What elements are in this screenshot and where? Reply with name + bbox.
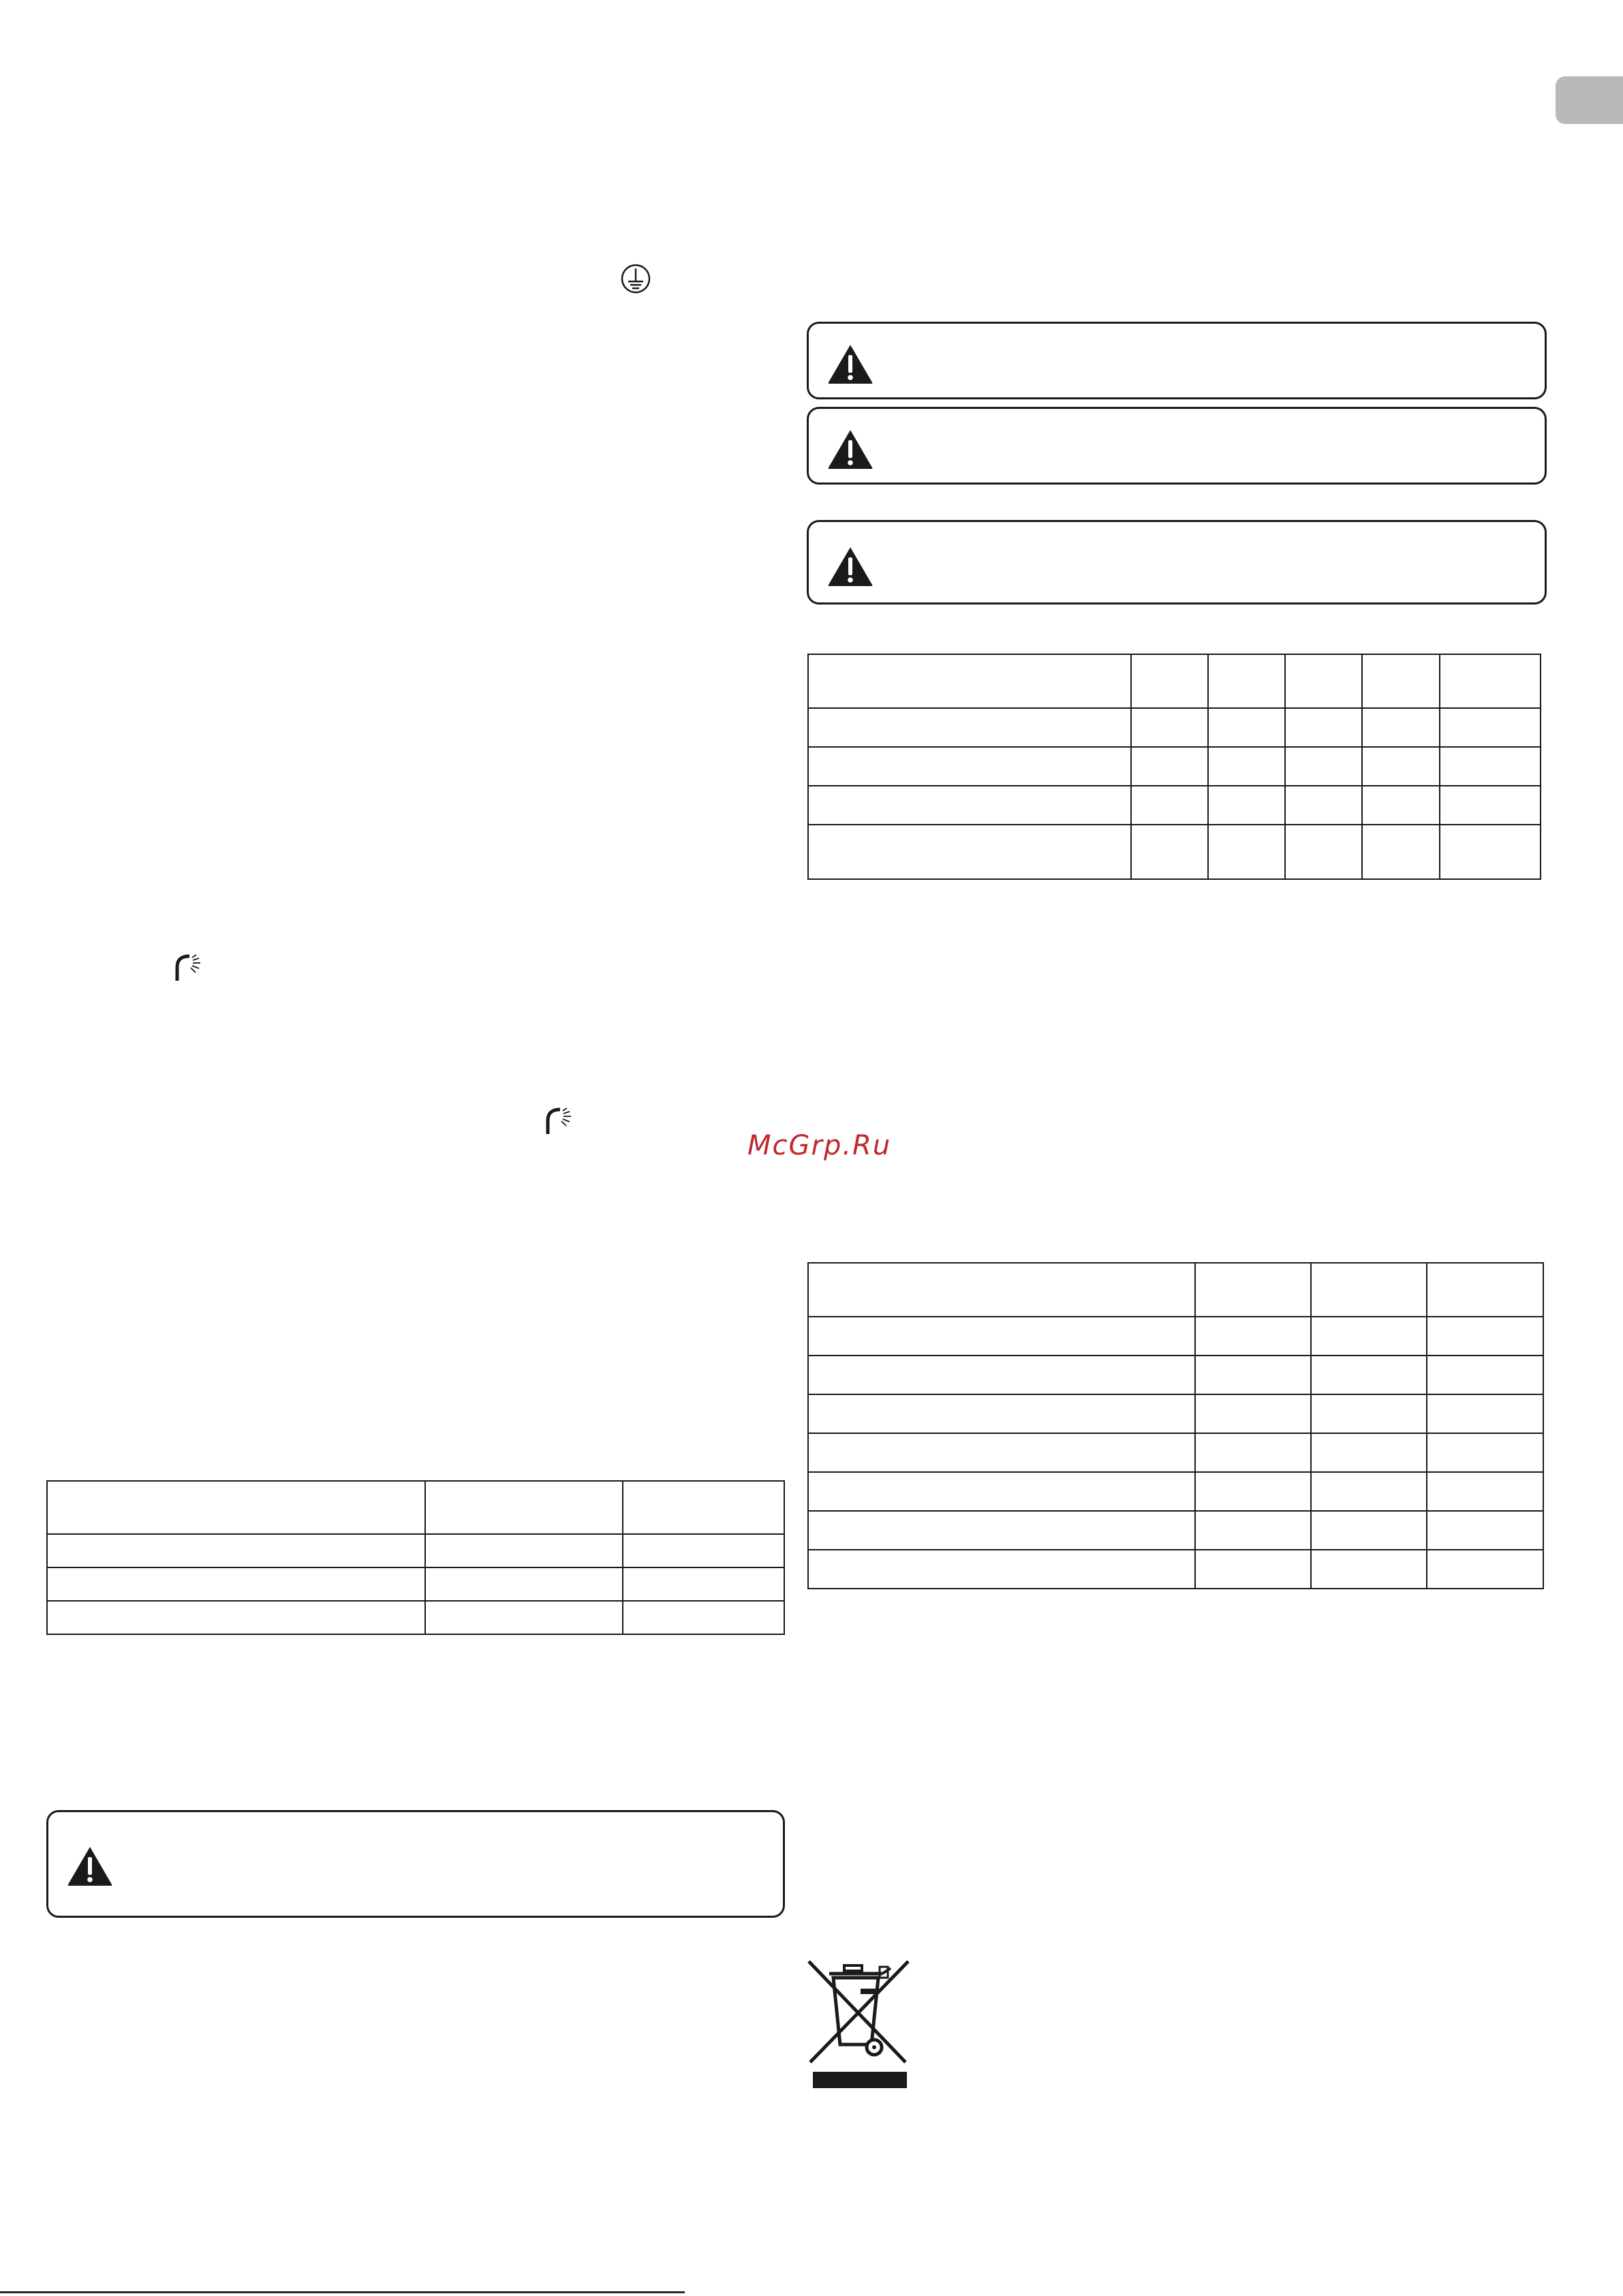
watermark: McGrp.Ru xyxy=(747,1130,892,1161)
warning-icon xyxy=(826,545,874,587)
table-cell xyxy=(1427,1317,1543,1356)
table-cell xyxy=(425,1534,623,1567)
table-cell xyxy=(1208,654,1285,708)
table-cell xyxy=(808,1263,1195,1317)
table-cell xyxy=(1195,1394,1311,1433)
table-cell xyxy=(808,786,1131,825)
table-row xyxy=(808,1472,1543,1511)
table-cell xyxy=(1427,1263,1543,1317)
table-cell xyxy=(1427,1511,1543,1550)
table-cell xyxy=(1285,708,1362,747)
table-row xyxy=(808,1356,1543,1394)
table-cell xyxy=(1362,747,1440,786)
table-cell xyxy=(47,1534,425,1567)
table-cell xyxy=(808,1356,1195,1394)
table-cell xyxy=(1131,747,1208,786)
warning-box xyxy=(807,322,1547,399)
table-cell xyxy=(1362,654,1440,708)
table-cell xyxy=(808,1472,1195,1511)
table-cell xyxy=(808,1394,1195,1433)
table-cell xyxy=(623,1481,784,1534)
warning-box xyxy=(46,1810,785,1918)
table-cell xyxy=(1131,786,1208,825)
table-cell xyxy=(623,1567,784,1601)
table-cell xyxy=(1195,1356,1311,1394)
table-cell xyxy=(1208,708,1285,747)
table-cell xyxy=(1311,1472,1427,1511)
table-cell xyxy=(1195,1511,1311,1550)
table-cell xyxy=(425,1601,623,1634)
table-cell xyxy=(1131,708,1208,747)
page-tab xyxy=(1556,76,1623,124)
table-cell xyxy=(808,1317,1195,1356)
table-cell xyxy=(808,654,1131,708)
table-cell xyxy=(425,1567,623,1601)
table-row xyxy=(808,1511,1543,1550)
table-cell xyxy=(1427,1356,1543,1394)
table-cell xyxy=(808,708,1131,747)
table-cell xyxy=(47,1601,425,1634)
table-cell xyxy=(808,1550,1195,1589)
table-cell xyxy=(1362,825,1440,879)
table-row xyxy=(47,1481,784,1534)
table-cell xyxy=(1427,1433,1543,1472)
table-cell xyxy=(1440,654,1541,708)
table-cell xyxy=(1311,1511,1427,1550)
spec-table-left xyxy=(46,1480,785,1635)
table-cell xyxy=(1131,825,1208,879)
spray-nozzle-icon xyxy=(542,1105,574,1135)
table-cell xyxy=(1440,747,1541,786)
table-cell xyxy=(1311,1263,1427,1317)
table-cell xyxy=(1311,1317,1427,1356)
table-cell xyxy=(1311,1433,1427,1472)
table-row xyxy=(808,654,1541,708)
table-cell xyxy=(808,1433,1195,1472)
table-cell xyxy=(1208,786,1285,825)
table-cell xyxy=(808,825,1131,879)
table-row xyxy=(808,786,1541,825)
warning-box xyxy=(807,407,1547,485)
table-cell xyxy=(1440,708,1541,747)
table-row xyxy=(808,1394,1543,1433)
table-row xyxy=(808,825,1541,879)
table-row xyxy=(808,708,1541,747)
table-cell xyxy=(1427,1472,1543,1511)
table-cell xyxy=(1195,1472,1311,1511)
table-cell xyxy=(1195,1433,1311,1472)
table-cell xyxy=(808,747,1131,786)
table-cell xyxy=(1131,654,1208,708)
table-cell xyxy=(1208,825,1285,879)
warning-box xyxy=(807,520,1547,604)
table-cell xyxy=(1195,1263,1311,1317)
table-cell xyxy=(623,1601,784,1634)
table-cell xyxy=(1285,654,1362,708)
footer-rule xyxy=(0,2291,685,2293)
table-cell xyxy=(425,1481,623,1534)
table-cell xyxy=(1195,1317,1311,1356)
table-cell xyxy=(1285,786,1362,825)
table-cell xyxy=(1208,747,1285,786)
table-row xyxy=(808,747,1541,786)
table-cell xyxy=(1285,825,1362,879)
table-cell xyxy=(1285,747,1362,786)
table-cell xyxy=(1440,825,1541,879)
spec-table-top-right xyxy=(807,654,1541,880)
table-cell xyxy=(1440,786,1541,825)
table-cell xyxy=(1427,1394,1543,1433)
table-cell xyxy=(1311,1550,1427,1589)
warning-icon xyxy=(826,343,874,385)
table-row xyxy=(47,1601,784,1634)
table-cell xyxy=(1195,1550,1311,1589)
warning-icon xyxy=(826,428,874,470)
table-cell xyxy=(623,1534,784,1567)
table-cell xyxy=(1362,786,1440,825)
earth-ground-icon xyxy=(620,263,651,294)
table-cell xyxy=(808,1511,1195,1550)
table-cell xyxy=(47,1567,425,1601)
table-cell xyxy=(1311,1394,1427,1433)
table-cell xyxy=(1427,1550,1543,1589)
table-row xyxy=(808,1433,1543,1472)
table-row xyxy=(808,1550,1543,1589)
table-cell xyxy=(47,1481,425,1534)
table-cell xyxy=(1362,708,1440,747)
table-row xyxy=(47,1567,784,1601)
table-row xyxy=(808,1317,1543,1356)
spec-table-bottom-right xyxy=(807,1262,1544,1589)
spray-nozzle-icon xyxy=(172,952,203,982)
weee-bin-icon xyxy=(806,1959,912,2092)
table-cell xyxy=(1311,1356,1427,1394)
warning-icon xyxy=(66,1845,114,1887)
table-row xyxy=(808,1263,1543,1317)
table-row xyxy=(47,1534,784,1567)
